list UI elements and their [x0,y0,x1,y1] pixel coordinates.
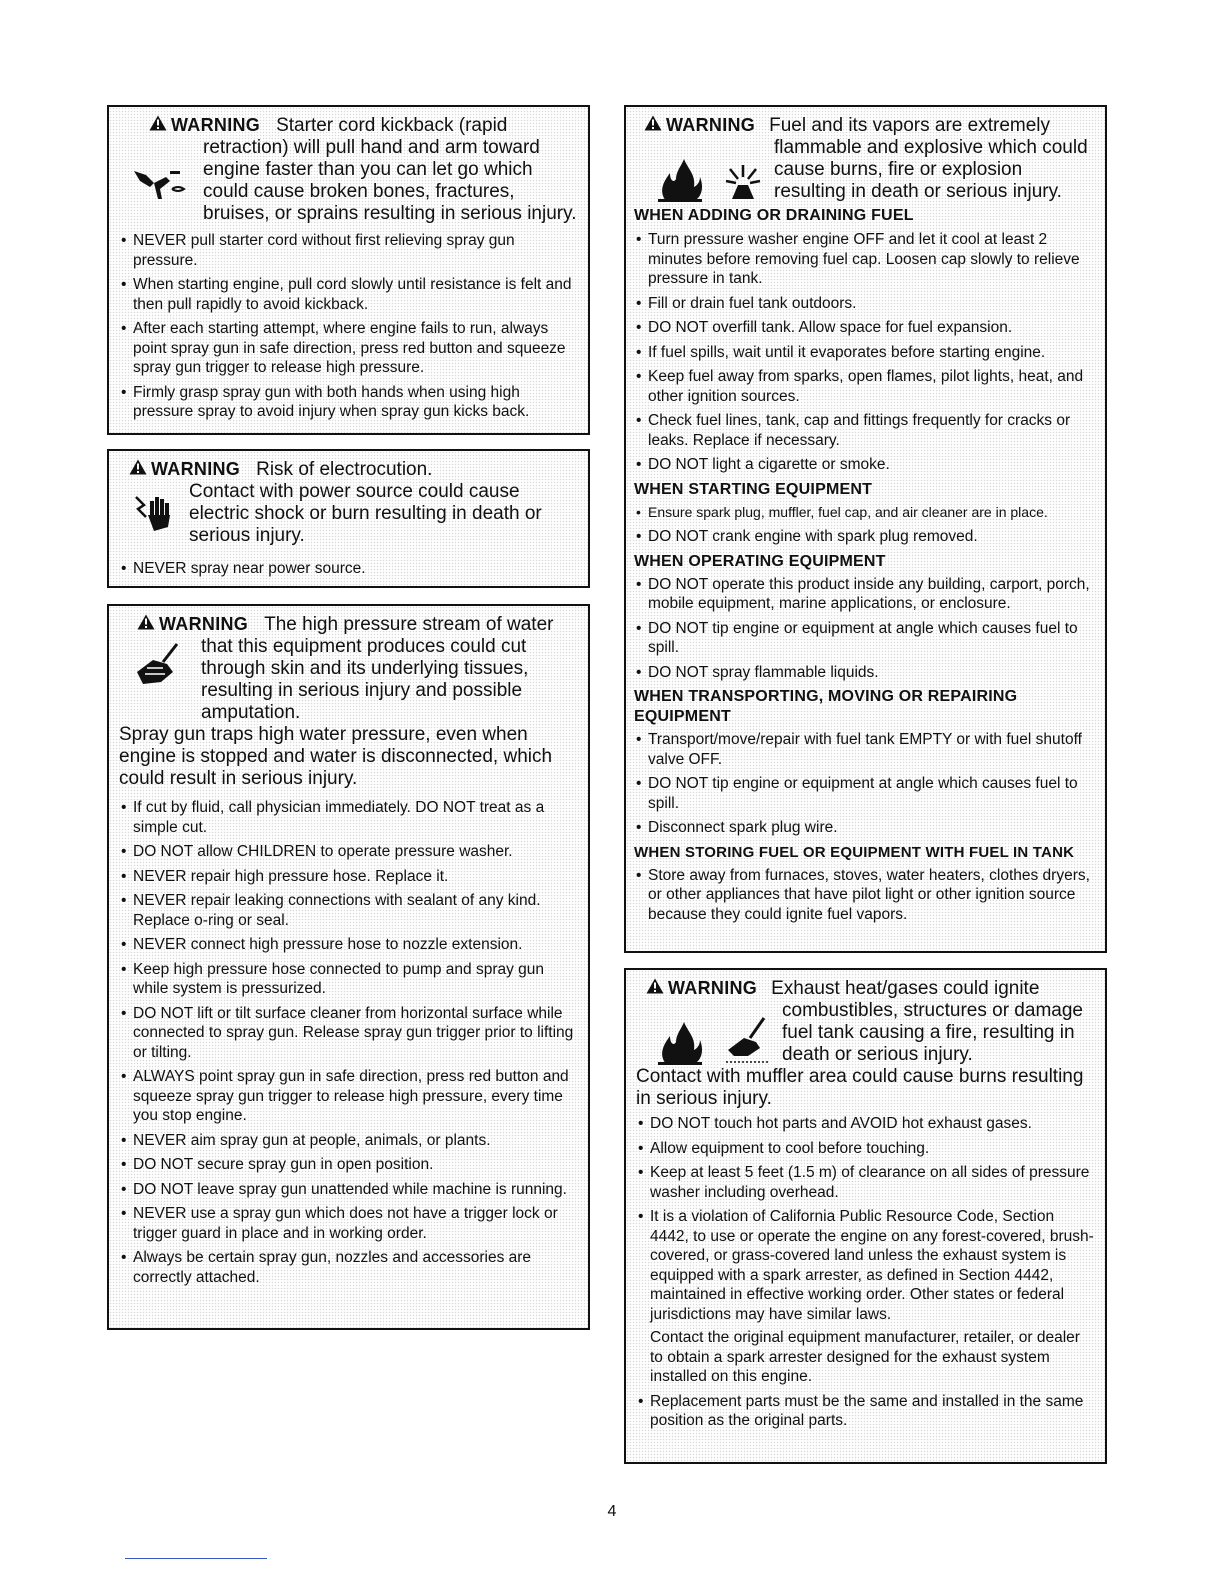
warning-label: WARNING [171,115,261,135]
list-item: • DO NOT tip engine or equipment at angle which causes fuel to spill. [634,774,1097,813]
lead-line: could cause broken bones, fractures, [203,181,515,202]
list-item: • DO NOT operate this product inside any building, carport, porch, mobile equipment, marine applications, or enclosure. [634,575,1097,614]
warning-label: WARNING [159,614,249,634]
section-heading: WHEN STARTING EQUIPMENT [634,480,873,498]
list-item: • Turn pressure washer engine OFF and let it cool at least 2 minutes before removing fuel cap. Loosen cap slowly to relieve pressure in tank. [634,230,1097,289]
list-item: • Keep fuel away from sparks, open flames, pilot lights, heat, and other ignition sources. [634,367,1097,406]
bullet-list [119,231,578,422]
list-item: • ALWAYS point spray gun in safe direction, press red button and squeeze spray gun trigger to release high pressure, every time you stop engine. [119,1067,578,1126]
list-item: • Fill or drain fuel tank outdoors. [634,294,1097,314]
list-item: • NEVER spray near power source. [119,559,578,579]
list-item: • Check fuel lines, tank, cap and fittings frequently for cracks or leaks. Replace if necessary. [634,411,1097,450]
lead-line: serious injury. [189,525,305,546]
list-item: • NEVER repair high pressure hose. Replace it. [119,867,578,887]
list-item: • NEVER use a spray gun which does not have a trigger lock or trigger guard in place and in working order. [119,1204,578,1243]
spark-arrester-note: Contact the original equipment manufacturer, retailer, or dealer to obtain a spark arrester designed for the exhaust system installed on this engine. [650,1329,1080,1385]
bullet-list [634,575,1097,683]
fire-icon [656,1020,704,1066]
bullet-list [119,559,578,579]
lead-line: flammable and explosive which could [774,137,1088,158]
explosion-icon [722,161,764,203]
list-item: • Ensure spark plug, muffler, fuel cap, and air cleaner are in place. [634,503,1097,523]
page-number: 4 [607,1503,617,1520]
list-item: • Always be certain spray gun, nozzles and accessories are correctly attached. [119,1248,578,1287]
bullet-list [119,798,578,1287]
warning-box-exhaust [624,968,1107,1464]
lead-line: fuel tank causing a fire, resulting in [782,1022,1075,1043]
list-item: • Allow equipment to cool before touching. [636,1139,1097,1159]
lead-line: through skin and its underlying tissues, [201,658,529,679]
lead-line: death or serious injury. [782,1044,973,1065]
list-item: • DO NOT crank engine with spark plug removed. [634,527,1097,547]
lead-line: Contact with power source could cause [189,481,520,502]
list-item: • DO NOT allow CHILDREN to operate pressure washer. [119,842,578,862]
bullet-list [634,730,1097,838]
list-item: • DO NOT light a cigarette or smoke. [634,455,1097,475]
list-item: • Replacement parts must be the same and installed in the same position as the original parts. [636,1392,1097,1431]
warning-box-kickback [107,105,590,435]
lead-line: that this equipment produces could cut [201,636,527,657]
list-item: • DO NOT overfill tank. Allow space for fuel expansion. [634,318,1097,338]
list-item: • Transport/move/repair with fuel tank EMPTY or with fuel shutoff valve OFF. [634,730,1097,769]
warning-paragraph: Spray gun traps high water pressure, even when engine is stopped and water is disconnected, which could result in serious injury. [119,724,553,789]
warning-box-electrocution [107,449,590,588]
warning-header [636,978,1097,1000]
section-heading: WHEN OPERATING EQUIPMENT [634,552,886,570]
lead-line: electric shock or burn resulting in death or [189,503,542,524]
lead-line: bruises, or sprains resulting in serious injury. [203,203,577,224]
warning-box-high-pressure [107,604,590,1330]
list-item: • Disconnect spark plug wire. [634,818,1097,838]
list-item: • Keep at least 5 feet (1.5 m) of clearance on all sides of pressure washer including overhead. [636,1163,1097,1202]
list-item: • NEVER repair leaking connections with sealant of any kind. Replace o-ring or seal. [119,891,578,930]
warning-label: WARNING [151,459,241,479]
warning-lead: Risk of electrocution. [256,459,433,480]
kickback-hand-icon [132,163,190,203]
lead-line: resulting in serious injury and possible [201,680,523,701]
warning-box-fuel [624,105,1107,953]
warning-header [119,614,578,636]
lead-line: combustibles, structures or damage [782,1000,1083,1021]
list-item: • DO NOT leave spray gun unattended while machine is running. [119,1180,578,1200]
list-item: • DO NOT spray flammable liquids. [634,663,1097,683]
list-item: • If fuel spills, wait until it evaporates before starting engine. [634,343,1097,363]
warning-lead: The high pressure stream of water [264,614,554,635]
hot-surface-icon [722,1016,772,1066]
list-item: • Store away from furnaces, stoves, water heaters, clothes dryers, or other appliances that have pilot light or other ignition source because they could ignite fuel vapors. [634,866,1097,925]
injection-hand-icon [133,642,187,688]
warning-triangle-icon [129,459,151,479]
list-item: • It is a violation of California Public Resource Code, Section 4442, to use or operate the engine on any forest-covered, brush-covered, or grass-covered land unless the exhaust system is equipped with a spark arrester, as defined in Section 4442, maintained in effective working order. Other states or federal jurisdictions may have similar laws. [636,1207,1097,1324]
warning-label: WARNING [666,115,756,135]
lead-line: cause burns, fire or explosion [774,159,1023,180]
list-item: • NEVER aim spray gun at people, animals, or plants. [119,1131,578,1151]
list-item: • NEVER pull starter cord without first relieving spray gun pressure. [119,231,578,270]
list-item: • If cut by fluid, call physician immediately. DO NOT treat as a simple cut. [119,798,578,837]
bullet-list [634,503,1097,547]
warning-lead: Fuel and its vapors are extremely [769,115,1051,136]
warning-label: WARNING [668,978,758,998]
electric-shock-icon [130,491,178,537]
bullet-list [636,1114,1097,1324]
list-item: • Keep high pressure hose connected to pump and spray gun while system is pressurized. [119,960,578,999]
warning-triangle-icon [149,115,171,135]
footer-rule [125,1558,267,1559]
warning-triangle-icon [137,614,159,634]
warning-header [119,115,578,137]
section-heading: WHEN TRANSPORTING, MOVING OR REPAIRING EQUIPMENT [634,688,1018,725]
list-item: • DO NOT touch hot parts and AVOID hot exhaust gases. [636,1114,1097,1134]
warning-paragraph: Contact with muffler area could cause burns resulting in serious injury. [636,1066,1084,1109]
list-item: • DO NOT lift or tilt surface cleaner from horizontal surface while connected to spray gun. Release spray gun trigger prior to lifting or tilting. [119,1004,578,1063]
bullet-list [634,230,1097,475]
warning-triangle-icon [646,978,668,998]
bullet-list [634,866,1097,925]
warning-header [119,459,578,481]
lead-line: amputation. [201,702,301,723]
list-item: • DO NOT tip engine or equipment at angle which causes fuel to spill. [634,619,1097,658]
list-item: • DO NOT secure spray gun in open position. [119,1155,578,1175]
list-item: • NEVER connect high pressure hose to nozzle extension. [119,935,578,955]
warning-triangle-icon [644,115,666,135]
list-item: • After each starting attempt, where engine fails to run, always point spray gun in safe direction, press red button and squeeze spray gun trigger to release high pressure. [119,319,578,378]
warning-lead: Exhaust heat/gases could ignite [771,978,1040,999]
fire-icon [656,157,704,203]
list-item: • When starting engine, pull cord slowly until resistance is felt and then pull rapidly to avoid kickback. [119,275,578,314]
section-heading: WHEN STORING FUEL OR EQUIPMENT WITH FUEL IN TANK [634,843,1075,861]
bullet-list [636,1392,1097,1431]
lead-line: engine faster than you can let go which [203,159,533,180]
lead-line: resulting in death or serious injury. [774,181,1062,202]
warning-header [634,115,1097,137]
list-item: • Firmly grasp spray gun with both hands when using high pressure spray to avoid injury when spray gun kicks back. [119,383,578,422]
warning-lead: Starter cord kickback (rapid [276,115,508,136]
section-heading: WHEN ADDING OR DRAINING FUEL [634,207,914,224]
lead-line: retraction) will pull hand and arm toward [203,137,540,158]
